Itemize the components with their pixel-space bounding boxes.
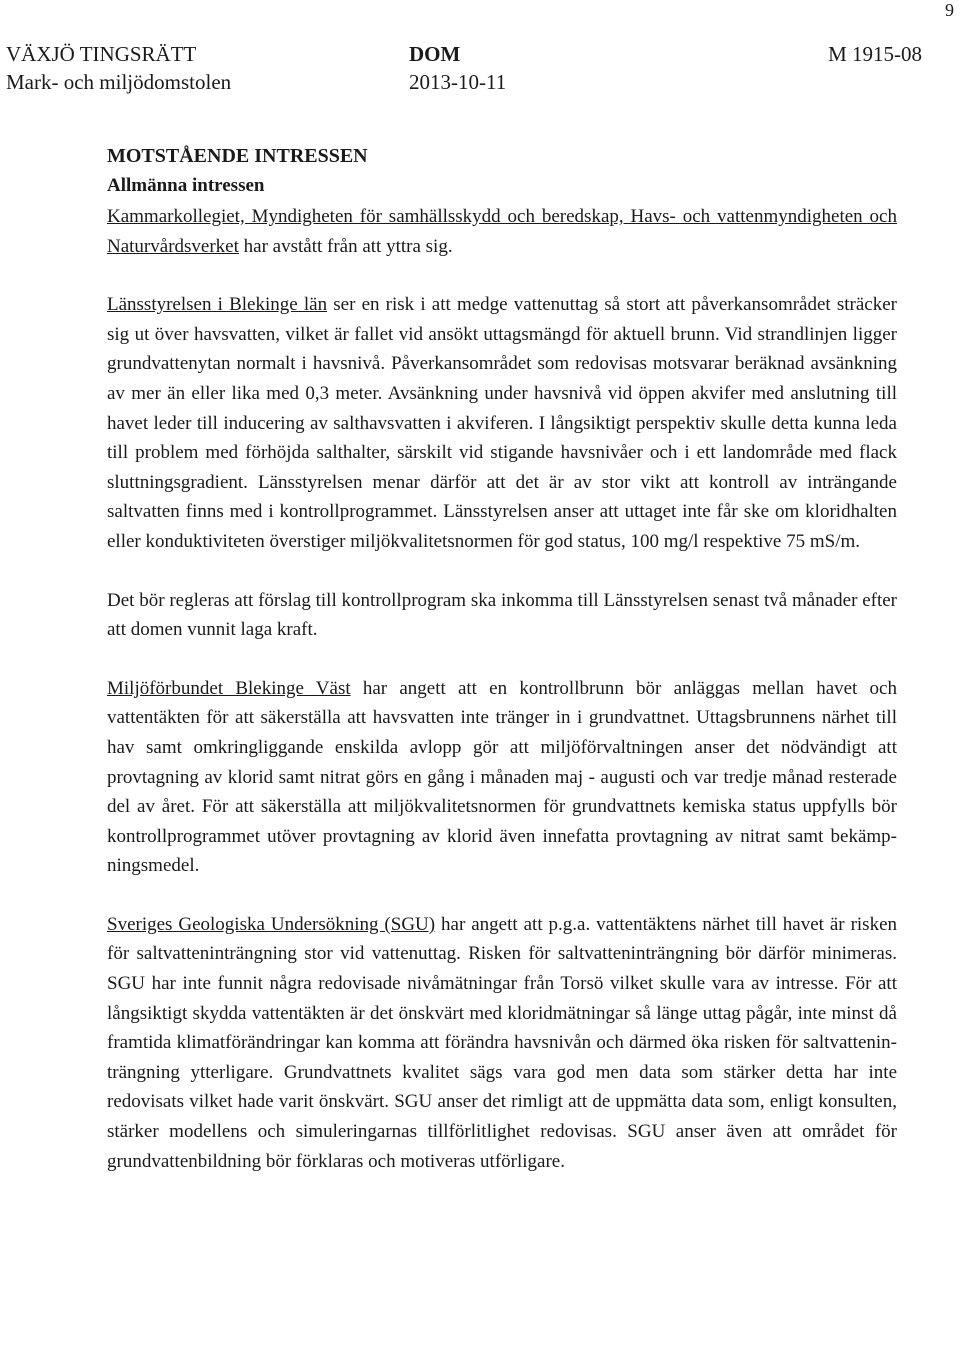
authorities-statement: har avstått från att yttra sig. [238, 235, 453, 257]
miljoforbundet-statement: har angett att en kontrollbrunn bör anläggas mellan havet och vattentäkten för att säkerställa att havsvatten inte tränger in i grundvattnet. Uttagsbrunnens närhet till hav samt omkringliggande enskilda avlopp gör att miljöförvaltningen anser det nödvändigt att provtagning av klorid samt nitrat görs en gång i månaden maj - augusti och var tredje månad resterade del av året. För att säkerställa att miljökvalitetsnormen för grundvattnets kemiska status uppfylls bör kontrollprogrammet utöver provtagning av klorid även innefatta provtagning av nitrat samt bekämpningsmedel. [107, 677, 897, 877]
sgu-name: Sveriges Geologiska Undersökning (SGU) [107, 913, 436, 935]
sgu-statement: har angett att p.g.a. vattentäktens närhet till havet är risken för saltvatteninträngning stor vid vattenuttag. Risken för saltvatteninträngning bör därför minimeras. SGU har inte funnit några redovisade nivåmätningar från Torsö vilket skulle vara av intresse. För att långsiktigt skydda vattentäkten är det önskvärt med kloridmätningar så länge uttag pågår, inte minst då framtida klimatförändringar kan komma att förändra havsnivån och därmed öka risken för saltvatteninträngning ytterligare. Grundvattnets kvalitet sägs vara god men data som stärker detta har inte redovisats vilket hade varit önskvärt. SGU anser det rimligt att de uppmätta data som, enligt konsulten, stärker modellens och simuleringarnas tillförlitlighet redovisas. SGU anser även att området för grundvattenbildning bör förklaras och motiveras utförligare. [107, 913, 897, 1172]
lansstyrelsen-statement: ser en risk i att medge vattenuttag så stort att påverkansområdet sträcker sig ut över havsvatten, vilket är fallet vid ansökt uttagsmängd för aktuell brunn. Vid strandlinjen ligger grundvattenytan normalt i havsnivå. Påverkansområdet som redovisas motsvarar beräknad avsänkning av mer än eller lika med 0,3 meter. Avsänkning under havsnivå vid öppen akvifer med anslutning till havet leder till inducering av salthavsvatten i akviferen. I långsiktigt perspektiv skulle detta kunna leda till problem med förhöjda salthalter, särskilt vid stigande havsnivåer och i ett landområde med flack sluttningsgradient. Länsstyrelsen menar därför att det är av stor vikt att kontroll av inträngande saltvatten finns med i kontrollprogrammet. Länsstyrelsen anser att uttaget inte får ske om kloridhalten eller konduktiviteten överstiger miljökvalitetsnormen för god status, 100 mg/l respektive 75 mS/m. [107, 294, 898, 552]
paragraph-sgu [107, 910, 897, 1176]
paragraph-control-program: Det bör regleras att förslag till kontrollprogram ska inkomma till Länsstyrelsen senast två månader efter att domen vunnit laga kraft. [107, 589, 897, 641]
document-body [107, 142, 897, 1176]
page-number: 9 [945, 0, 954, 20]
authorities-names: Kammarkollegiet, Myndigheten för samhällsskydd och beredskap, Havs- och vattenmyndigheten och Naturvårdsverket [107, 206, 897, 257]
case-number: M 1915-08 [828, 42, 922, 66]
paragraph-authorities [107, 202, 897, 261]
court-division: Mark- och miljödomstolen [6, 70, 232, 94]
miljoforbundet-name: Miljöförbundet Blekinge Väst [107, 677, 351, 699]
court-name: VÄXJÖ TINGSRÄTT [6, 42, 197, 66]
document-date: 2013-10-11 [409, 70, 507, 94]
document-type: DOM [409, 42, 461, 66]
paragraph-lansstyrelsen [107, 290, 897, 556]
subsection-title: Allmänna intressen [107, 175, 265, 196]
paragraph-miljoforbundet [107, 674, 897, 881]
section-title: MOTSTÅENDE INTRESSEN [107, 145, 368, 167]
lansstyrelsen-name: Länsstyrelsen i Blekinge län [107, 294, 328, 316]
